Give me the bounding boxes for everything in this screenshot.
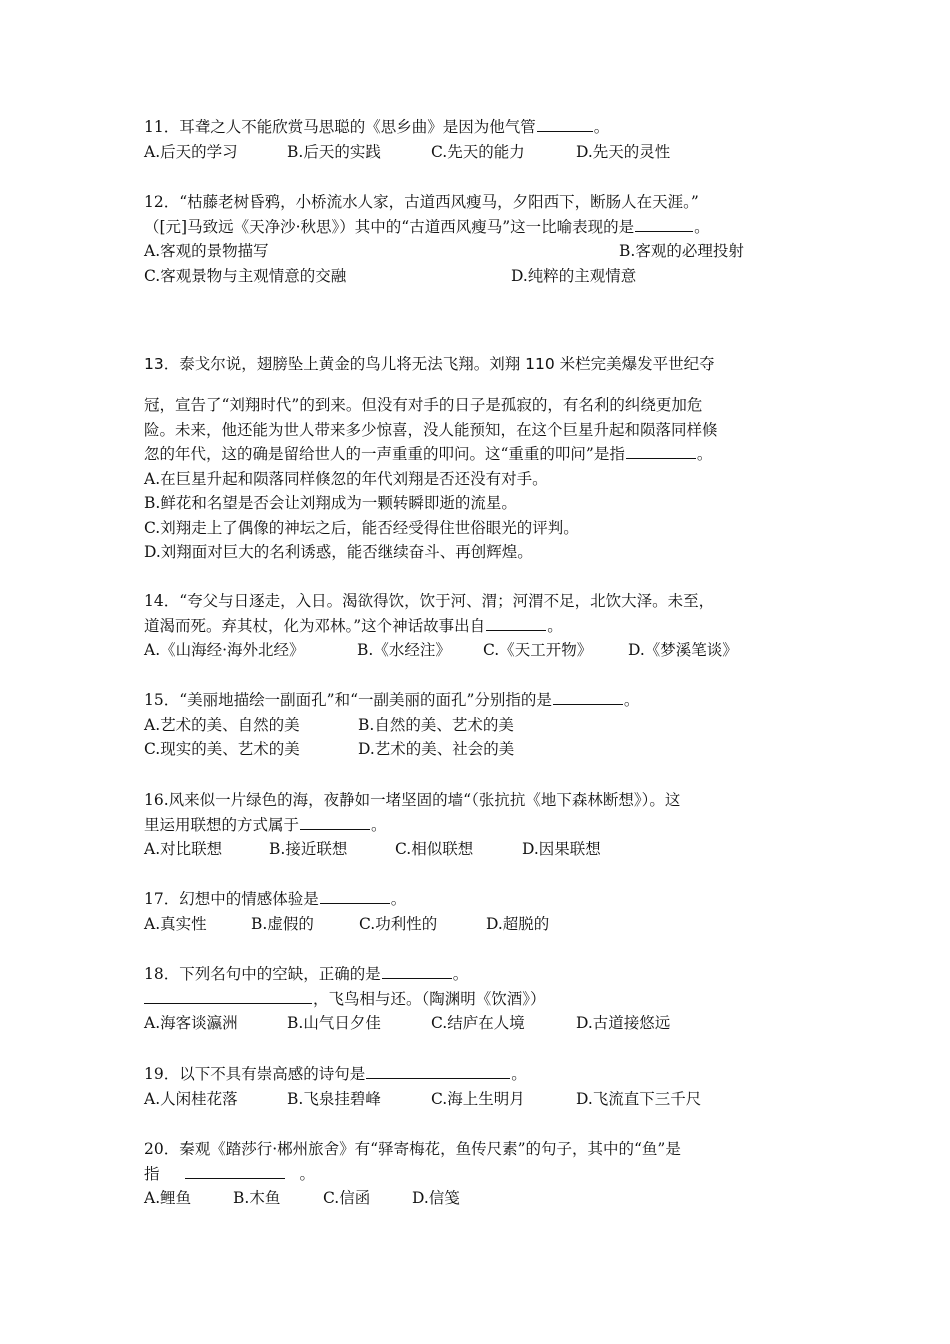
option-a: A.艺术的美、自然的美 — [144, 715, 300, 734]
question-stem: 18．下列名句中的空缺，正确的是 。 — [144, 962, 809, 987]
option-b: B.《水经注》 — [357, 641, 451, 659]
option-c: C.功利性的 — [359, 914, 438, 933]
option-c: C.客观景物与主观情意的交融 — [144, 266, 347, 285]
option-d: D.古道接悠远 — [576, 1014, 671, 1032]
question-stem-line-1: 14．“夸父与日逐走，入日。渴欲得饮，饮于河、渭；河渭不足，北饮大泽。未至， — [144, 592, 715, 610]
option-b: B.鲜花和名望是否会让刘翔成为一颗转瞬即逝的流星。 — [144, 494, 517, 512]
question-fill-line: ，飞鸟相与还。（陶渊明《饮酒》） — [144, 987, 809, 1012]
option-a: A.人闲桂花落 — [144, 1089, 238, 1108]
question-17 — [144, 887, 809, 936]
option-d: D.《梦溪笔谈》 — [628, 641, 738, 659]
option-a: A.海客谈瀛洲 — [144, 1014, 238, 1032]
question-stem-line-4: 忽的年代，这的确是留给世人的一声重重的叩问。这“重重的叩问”是指 。 — [144, 442, 809, 467]
question-stem-line-1: 20．秦观《踏莎行·郴州旅舍》有“驿寄梅花，鱼传尺素”的句子，其中的“鱼”是 — [144, 1140, 681, 1158]
option-c: C.信函 — [323, 1189, 371, 1207]
option-a: A.对比联想 — [144, 840, 223, 858]
answer-blank — [185, 1162, 285, 1179]
question-stem-line-1: 12．“枯藤老树昏鸦，小桥流水人家，古道西风瘦马，夕阳西下，断肠人在天涯。” — [144, 193, 699, 211]
option-b: B.后天的实践 — [287, 142, 381, 161]
question-stem-line-2: 里运用联想的方式属于 。 — [144, 813, 809, 838]
options-row-1 — [144, 713, 809, 738]
question-11 — [144, 115, 809, 164]
options-row-1 — [144, 239, 809, 264]
option-a: A.《山海经·海外北经》 — [144, 641, 305, 659]
answer-blank — [320, 887, 390, 904]
answer-blank — [635, 215, 693, 232]
option-c: C.先天的能力 — [431, 142, 525, 161]
question-19 — [144, 1062, 809, 1111]
option-a: A.客观的景物描写 — [144, 242, 269, 260]
option-d: D.纯粹的主观情意 — [511, 266, 637, 285]
option-d: D.刘翔面对巨大的名利诱惑，能否继续奋斗、再创辉煌。 — [144, 543, 533, 561]
answer-blank — [300, 813, 370, 830]
question-20 — [144, 1137, 809, 1211]
question-12 — [144, 190, 809, 288]
option-b: B.飞泉挂碧峰 — [287, 1089, 381, 1108]
option-c: C.刘翔走上了偶像的神坛之后，能否经受得住世俗眼光的评判。 — [144, 518, 579, 537]
option-b: B.虚假的 — [251, 914, 314, 933]
options — [144, 837, 809, 862]
question-stem: 17．幻想中的情感体验是 。 — [144, 887, 809, 912]
option-d: D.艺术的美、社会的美 — [358, 740, 515, 758]
question-stem-line-2: 道渴而死。弃其杖，化为邓林。”这个神话故事出自 。 — [144, 614, 809, 639]
question-stem: 15．“美丽地描绘一副面孔”和“一副美丽的面孔”分别指的是 。 — [144, 688, 809, 713]
question-15 — [144, 688, 809, 762]
option-a: A.鲤鱼 — [144, 1189, 192, 1207]
option-d: D.因果联想 — [522, 840, 601, 858]
option-d: D.信笺 — [412, 1189, 460, 1207]
option-b: B.接近联想 — [269, 840, 348, 858]
answer-blank — [366, 1062, 510, 1079]
question-18 — [144, 962, 809, 1036]
question-stem-line-3: 险。未来，他还能为世人带来多少惊喜，没人能预知，在这个巨星升起和陨落同样倏 — [144, 420, 718, 439]
options — [144, 912, 809, 937]
options-row-2 — [144, 737, 809, 762]
question-13 — [144, 350, 809, 565]
option-b: B.山气日夕佳 — [287, 1014, 381, 1032]
option-a: A.真实性 — [144, 914, 207, 933]
question-14 — [144, 589, 809, 663]
question-stem-line-2: 冠，宣告了“刘翔时代”的到来。但没有对手的日子是孤寂的，有名利的纠绕更加危 — [144, 396, 703, 414]
question-stem-line-1: 13．泰戈尔说，翅膀坠上黄金的鸟儿将无法飞翔。刘翔 110 米栏完美爆发平世纪夺 — [144, 355, 715, 373]
option-b: B.客观的必理投射 — [619, 242, 744, 260]
options — [144, 1087, 809, 1112]
option-d: D.先天的灵性 — [576, 142, 671, 161]
question-stem-line-2: （[元]马致远《天净沙·秋思》）其中的“古道西风瘦马”这一比喻表现的是 。 — [144, 215, 809, 240]
options-row-2 — [144, 264, 809, 289]
option-c: C.相似联想 — [395, 840, 474, 858]
answer-blank — [626, 442, 696, 459]
answer-blank — [537, 115, 593, 132]
option-c: C.《天工开物》 — [483, 641, 593, 659]
option-c: C.结庐在人境 — [431, 1014, 525, 1032]
option-d: D.超脱的 — [486, 914, 550, 933]
option-c: C.现实的美、艺术的美 — [144, 740, 300, 758]
option-b: B.自然的美、艺术的美 — [358, 715, 514, 734]
options — [144, 1186, 809, 1211]
option-a: A.后天的学习 — [144, 142, 238, 161]
option-d: D.飞流直下三千尺 — [576, 1089, 702, 1108]
answer-blank — [382, 962, 452, 979]
question-stem: 11．耳聋之人不能欣赏马思聪的《思乡曲》是因为他气管 。 — [144, 115, 809, 140]
options — [144, 1011, 809, 1036]
option-a: A.在巨星升起和陨落同样倏忽的年代刘翔是否还没有对手。 — [144, 469, 548, 488]
answer-blank — [553, 688, 623, 705]
option-c: C.海上生明月 — [431, 1089, 525, 1108]
options — [144, 638, 809, 663]
question-stem: 19．以下不具有崇高感的诗句是 。 — [144, 1062, 809, 1087]
question-stem-line-2: 指 。 — [144, 1162, 809, 1187]
question-stem-line-1: 16.风来似一片绿色的海，夜静如一堵坚固的墙“（张抗抗《地下森林断想》）。这 — [144, 791, 681, 809]
options — [144, 140, 809, 165]
option-b: B.木鱼 — [233, 1189, 281, 1207]
answer-blank — [486, 614, 546, 631]
question-16 — [144, 788, 809, 862]
poem-blank — [144, 987, 312, 1004]
